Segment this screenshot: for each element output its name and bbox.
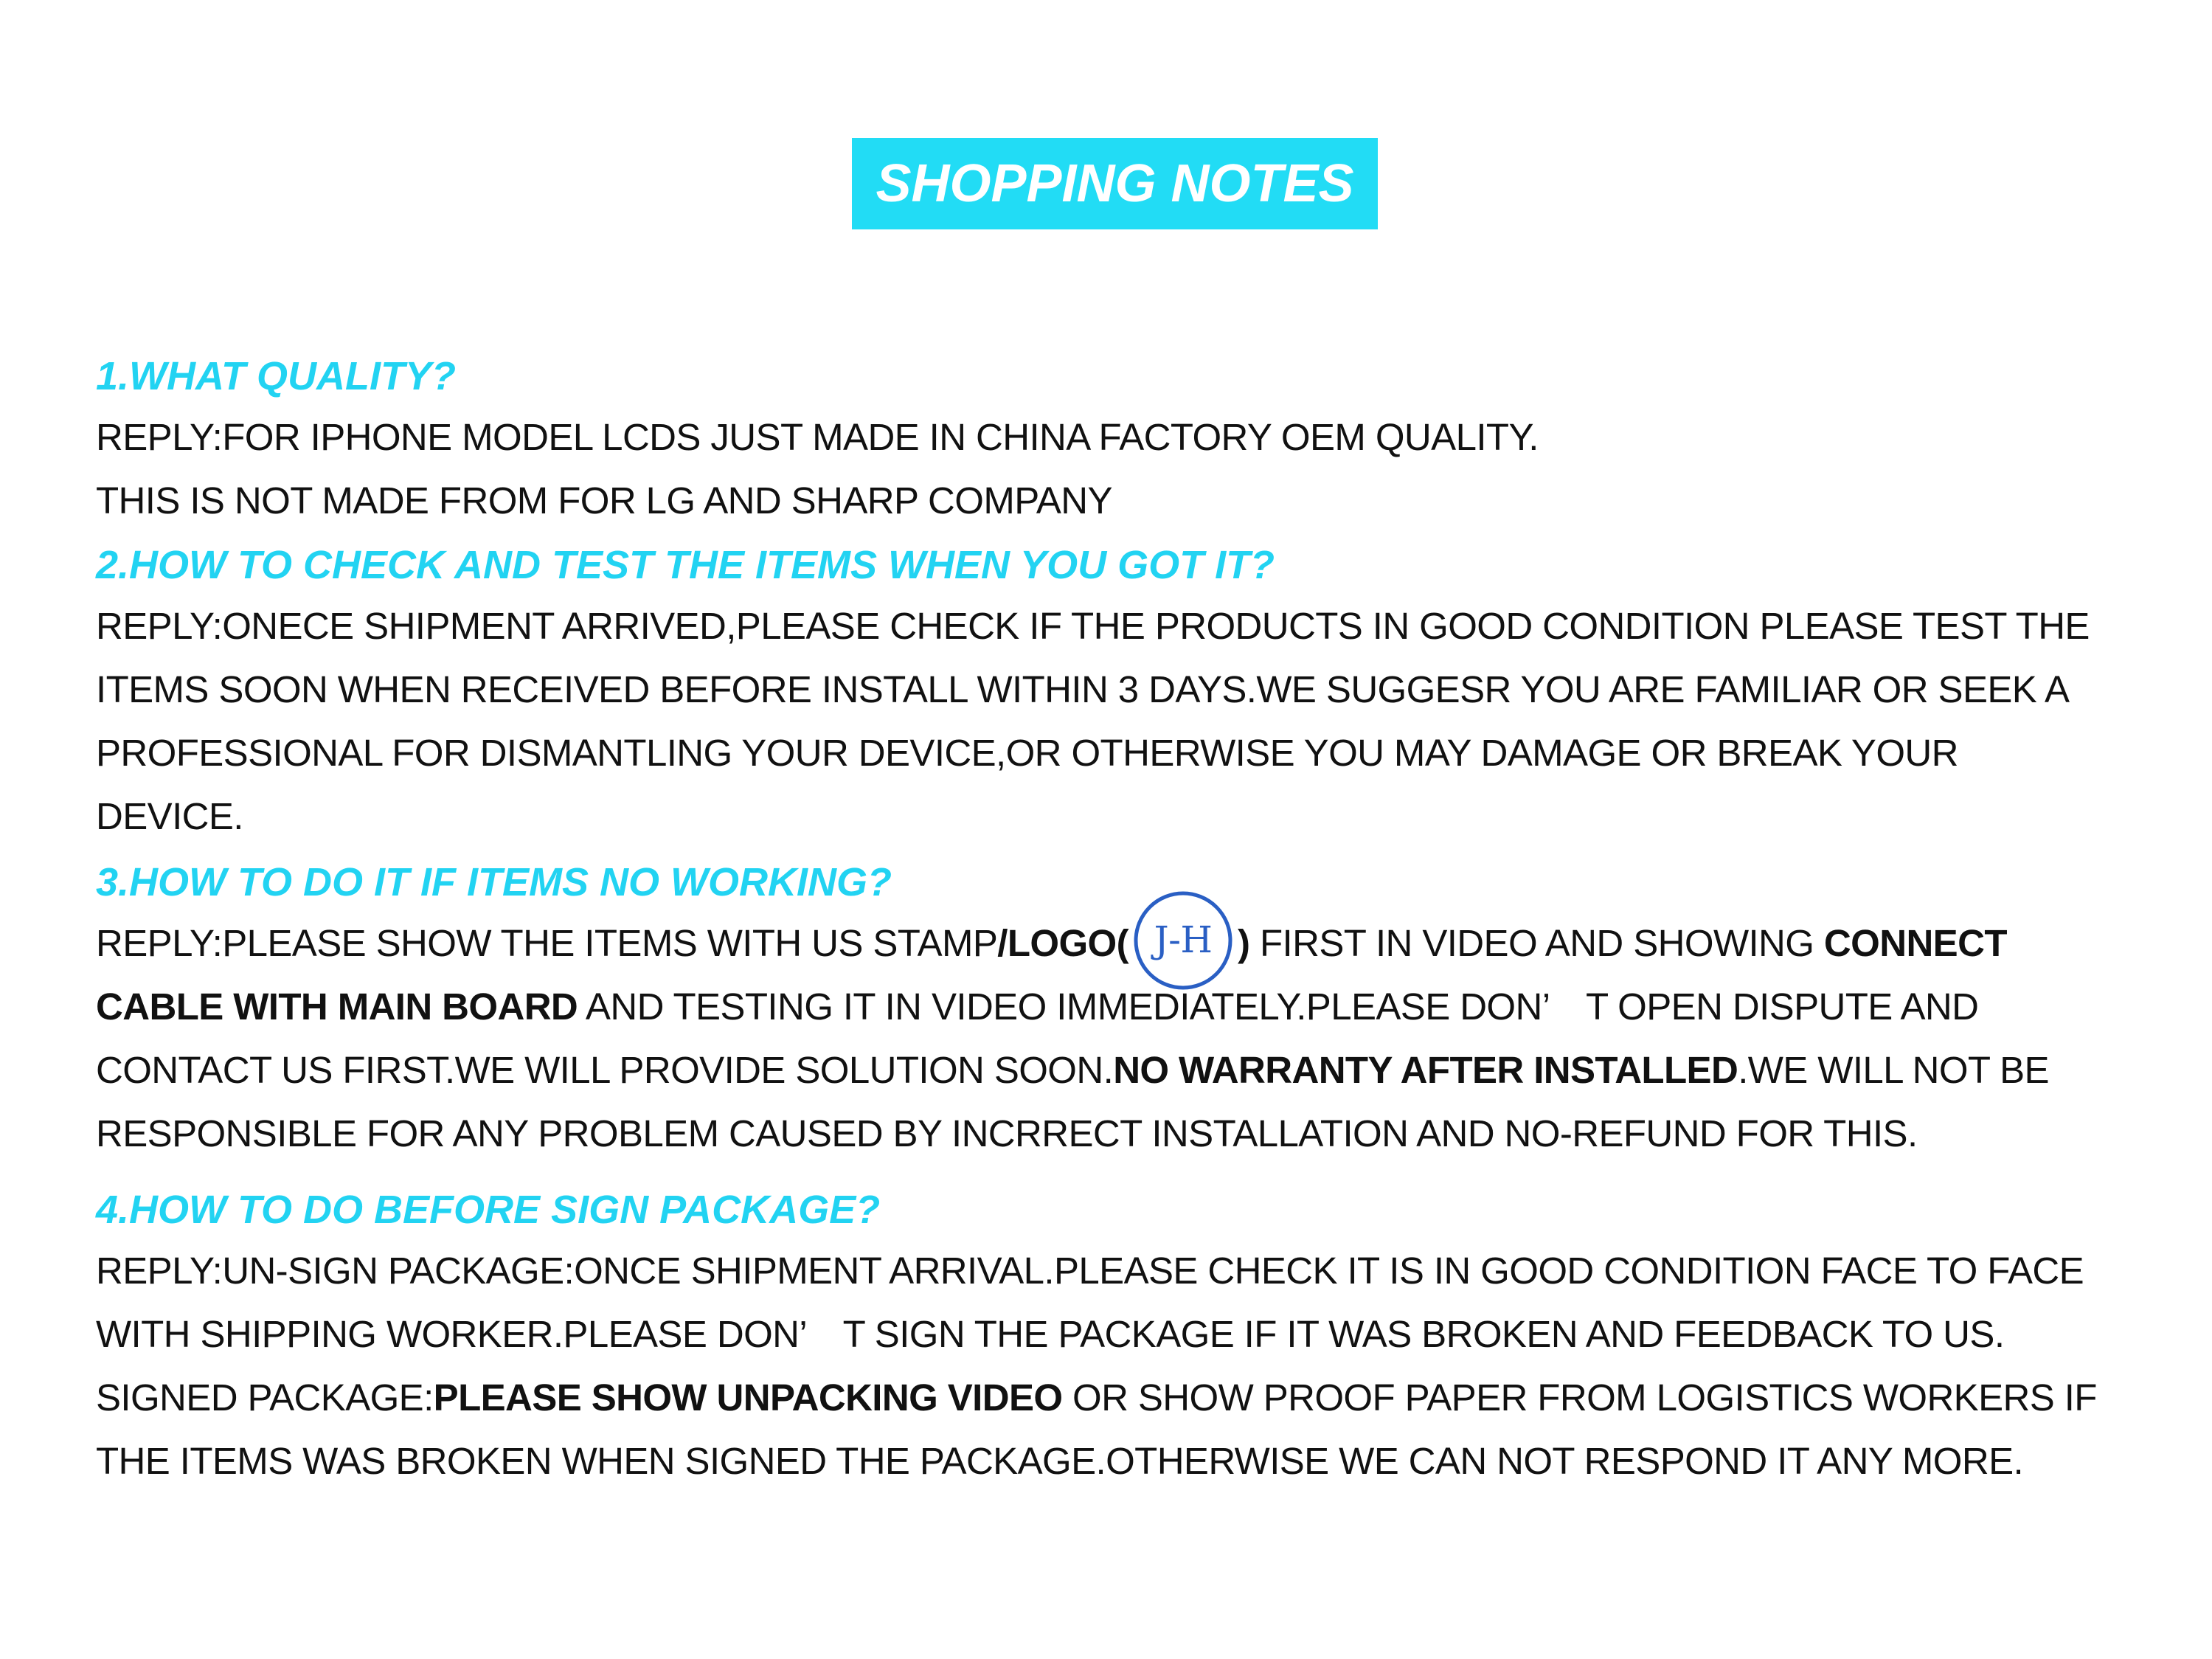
body-line: PROFESSIONAL FOR DISMANTLING YOUR DEVICE,OR OTHERWISE YOU MAY DAMAGE OR BREAK YOUR <box>96 732 1958 774</box>
bold-run: ) <box>1238 922 1250 964</box>
text-run: .WE WILL NOT BE <box>1738 1049 2049 1091</box>
page-title: SHOPPING NOTES <box>876 154 1354 213</box>
section-body <box>96 406 2146 533</box>
section-heading: 2.HOW TO CHECK AND TEST THE ITEMS WHEN YOU GOT IT? <box>96 543 1275 587</box>
body-line: ITEMS SOON WHEN RECEIVED BEFORE INSTALL WITHIN 3 DAYS.WE SUGGESR YOU ARE FAMILIAR OR SEEK A <box>96 668 2070 710</box>
bold-run: CABLE WITH MAIN BOARD <box>96 986 578 1028</box>
stamp-graphic <box>1131 889 1235 992</box>
body-line: REPLY:UN-SIGN PACKAGE:ONCE SHIPMENT ARRIVAL.PLEASE CHECK IT IS IN GOOD CONDITION FACE TO FACE <box>96 1250 2084 1292</box>
text-run: CONTACT US FIRST.WE WILL PROVIDE SOLUTION SOON. <box>96 1049 1114 1091</box>
section-quality <box>96 347 2146 533</box>
text-run: REPLY:PLEASE SHOW THE ITEMS WITH US STAMP <box>96 922 998 964</box>
body-line <box>96 975 2146 1039</box>
text-run: AND TESTING IT IN VIDEO IMMEDIATELY.PLEASE DON’ T OPEN DISPUTE AND <box>578 986 1979 1028</box>
stamp-text: J-H <box>1154 918 1213 961</box>
section-heading: 4.HOW TO DO BEFORE SIGN PACKAGE? <box>96 1188 881 1232</box>
body-line: DEVICE. <box>96 795 243 837</box>
bold-run: CONNECT <box>1823 922 2007 964</box>
section-body <box>96 912 2146 1166</box>
body-line <box>96 912 2146 975</box>
section-body <box>96 1239 2146 1493</box>
section-not-working <box>96 853 2146 1166</box>
bold-run: NO WARRANTY AFTER INSTALLED <box>1113 1049 1738 1091</box>
section-body <box>96 595 2146 848</box>
text-run: SIGNED PACKAGE: <box>96 1376 434 1419</box>
body-line <box>96 1039 2146 1102</box>
body-line: REPLY:ONECE SHIPMENT ARRIVED,PLEASE CHECK IF THE PRODUCTS IN GOOD CONDITION PLEASE TEST THE <box>96 605 2090 647</box>
title-banner <box>852 138 1378 229</box>
text-run: OR SHOW PROOF PAPER FROM LOGISTICS WORKERS IF <box>1062 1376 2097 1419</box>
section-heading: 1.WHAT QUALITY? <box>96 354 456 398</box>
notes-content <box>96 347 2146 1493</box>
body-line: THE ITEMS WAS BROKEN WHEN SIGNED THE PACKAGE.OTHERWISE WE CAN NOT RESPOND IT ANY MORE. <box>96 1440 2024 1482</box>
jh-stamp-logo <box>1131 889 1235 992</box>
section-sign-package <box>96 1180 2146 1493</box>
body-line: WITH SHIPPING WORKER.PLEASE DON’ T SIGN THE PACKAGE IF IT WAS BROKEN AND FEEDBACK TO US. <box>96 1313 2005 1355</box>
body-line: THIS IS NOT MADE FROM FOR LG AND SHARP COMPANY <box>96 479 1112 522</box>
section-heading: 3.HOW TO DO IT IF ITEMS NO WORKING? <box>96 860 892 904</box>
body-line: REPLY:FOR IPHONE MODEL LCDS JUST MADE IN CHINA FACTORY OEM QUALITY. <box>96 416 1539 458</box>
body-line <box>96 1366 2146 1430</box>
bold-run: /LOGO( <box>997 922 1129 964</box>
section-check-test <box>96 536 2146 848</box>
body-line: RESPONSIBLE FOR ANY PROBLEM CAUSED BY INCRRECT INSTALLATION AND NO-REFUND FOR THIS. <box>96 1112 1918 1154</box>
text-run: FIRST IN VIDEO AND SHOWING <box>1249 922 1824 964</box>
bold-run: PLEASE SHOW UNPACKING VIDEO <box>433 1376 1063 1419</box>
